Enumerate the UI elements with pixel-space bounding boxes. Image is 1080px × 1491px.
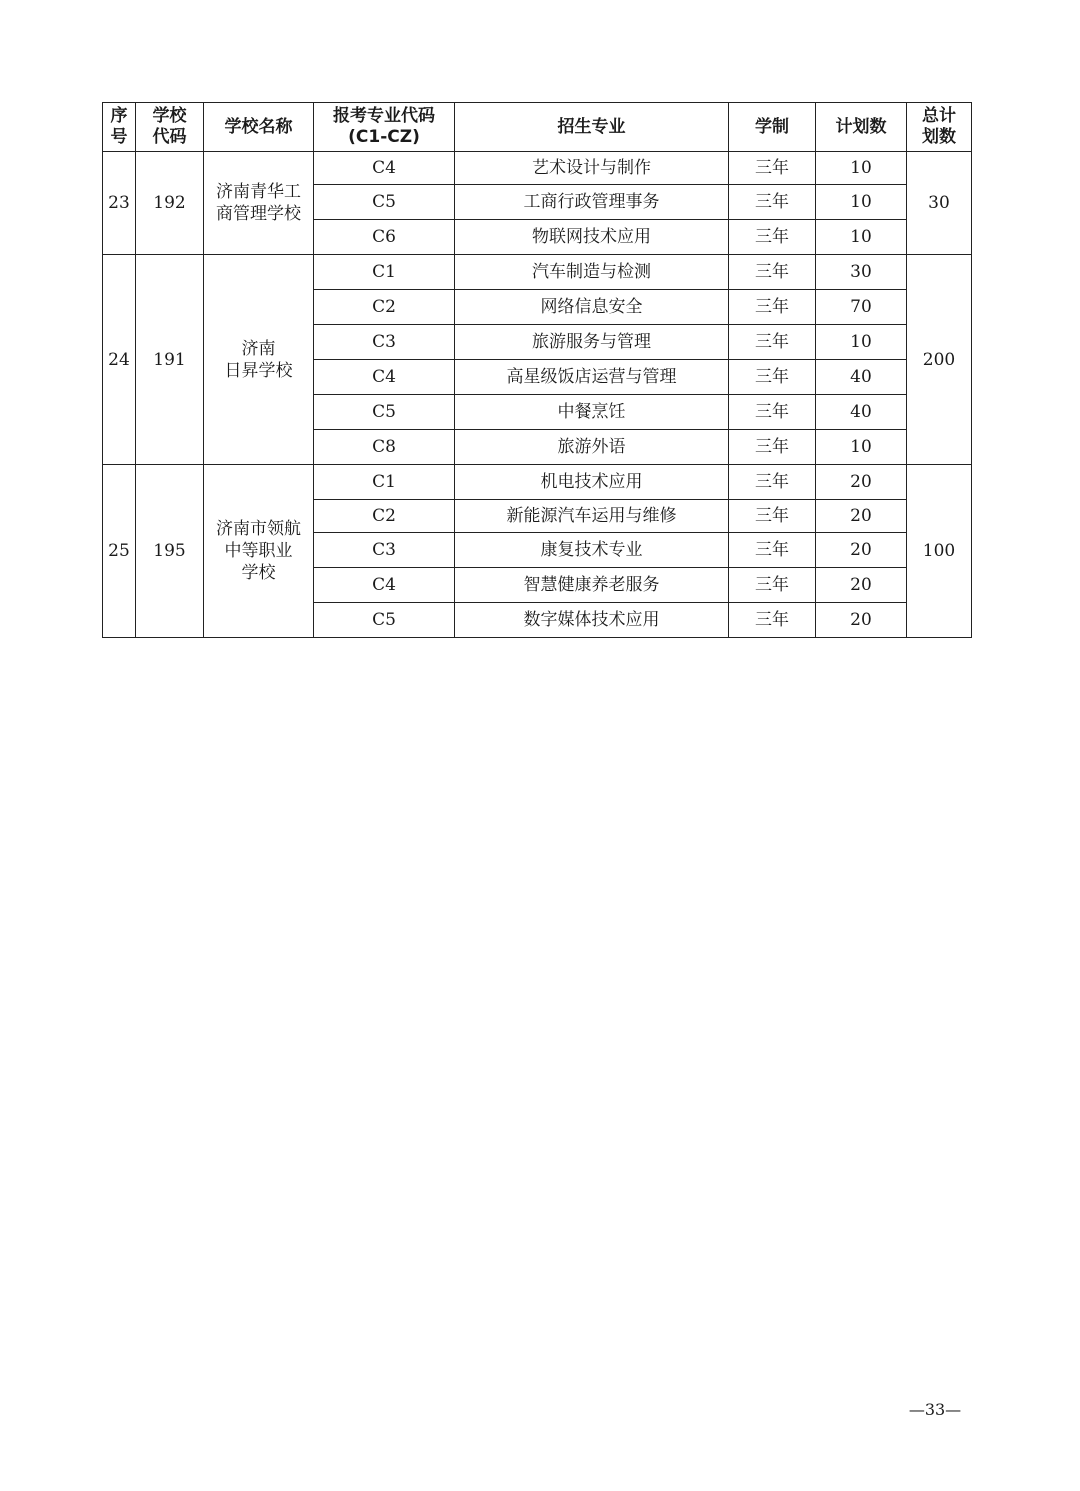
major-code: C8 <box>314 430 455 465</box>
major-duration: 三年 <box>729 360 816 395</box>
major-code: C5 <box>314 185 455 220</box>
major-code: C1 <box>314 255 455 290</box>
major-duration: 三年 <box>729 465 816 500</box>
header-total-line2: 划数 <box>922 127 956 147</box>
major-plan: 20 <box>816 603 907 638</box>
major-code: C4 <box>314 360 455 395</box>
header-school-code <box>136 103 204 152</box>
major-duration: 三年 <box>729 603 816 638</box>
major-code: C3 <box>314 533 455 568</box>
major-plan: 40 <box>816 360 907 395</box>
major-duration: 三年 <box>729 568 816 603</box>
major-code: C5 <box>314 603 455 638</box>
major-duration: 三年 <box>729 152 816 185</box>
school-name-line: 济南市领航 <box>216 519 301 539</box>
major-name: 中餐烹饪 <box>455 395 729 430</box>
school-name <box>204 152 314 255</box>
major-name: 汽车制造与检测 <box>455 255 729 290</box>
page-number: —33— <box>908 1400 962 1419</box>
major-code: C3 <box>314 325 455 360</box>
header-seq-line2: 号 <box>110 127 128 147</box>
major-name: 新能源汽车运用与维修 <box>455 500 729 533</box>
major-code: C2 <box>314 290 455 325</box>
school-name-line: 学校 <box>241 563 276 583</box>
major-name: 艺术设计与制作 <box>455 152 729 185</box>
major-duration: 三年 <box>729 185 816 220</box>
enrollment-table <box>102 102 972 638</box>
major-plan: 10 <box>816 185 907 220</box>
school-name-line: 济南 <box>241 338 276 359</box>
school-name-line: 日昇学校 <box>224 360 293 381</box>
school-name-line: 商管理学校 <box>216 204 301 224</box>
major-plan: 70 <box>816 290 907 325</box>
major-name: 机电技术应用 <box>455 465 729 500</box>
major-name: 工商行政管理事务 <box>455 185 729 220</box>
school-name <box>204 255 314 465</box>
header-major-code-line2: (C1-CZ) <box>348 127 420 147</box>
school-seq: 24 <box>103 255 136 465</box>
major-plan: 10 <box>816 152 907 185</box>
table-row <box>103 255 972 290</box>
school-code: 192 <box>136 152 204 255</box>
table-row <box>103 152 972 185</box>
major-name: 数字媒体技术应用 <box>455 603 729 638</box>
header-row <box>103 103 972 152</box>
table-header <box>103 103 972 152</box>
major-code: C6 <box>314 220 455 255</box>
major-name: 旅游服务与管理 <box>455 325 729 360</box>
header-seq-line1: 序 <box>110 106 128 126</box>
header-major-code-line1: 报考专业代码 <box>333 106 435 126</box>
major-code: C4 <box>314 152 455 185</box>
major-code: C5 <box>314 395 455 430</box>
header-plan: 计划数 <box>816 103 907 152</box>
table-row <box>103 465 972 500</box>
major-duration: 三年 <box>729 220 816 255</box>
header-school-code-line1: 学校 <box>152 106 187 126</box>
major-name: 物联网技术应用 <box>455 220 729 255</box>
major-name: 康复技术专业 <box>455 533 729 568</box>
major-name: 网络信息安全 <box>455 290 729 325</box>
school-code: 191 <box>136 255 204 465</box>
major-duration: 三年 <box>729 255 816 290</box>
major-code: C2 <box>314 500 455 533</box>
header-school-name: 学校名称 <box>204 103 314 152</box>
header-major: 招生专业 <box>455 103 729 152</box>
major-duration: 三年 <box>729 290 816 325</box>
school-name-line: 济南青华工 <box>216 182 301 202</box>
major-plan: 20 <box>816 533 907 568</box>
major-plan: 20 <box>816 465 907 500</box>
major-plan: 40 <box>816 395 907 430</box>
major-plan: 10 <box>816 325 907 360</box>
major-plan: 20 <box>816 500 907 533</box>
school-total: 200 <box>907 255 972 465</box>
school-code: 195 <box>136 465 204 638</box>
header-total <box>907 103 972 152</box>
header-duration: 学制 <box>729 103 816 152</box>
major-duration: 三年 <box>729 533 816 568</box>
major-duration: 三年 <box>729 430 816 465</box>
school-seq: 23 <box>103 152 136 255</box>
header-school-code-line2: 代码 <box>152 127 187 147</box>
major-duration: 三年 <box>729 500 816 533</box>
major-name: 高星级饭店运营与管理 <box>455 360 729 395</box>
school-name <box>204 465 314 638</box>
school-seq: 25 <box>103 465 136 638</box>
header-major-code <box>314 103 455 152</box>
school-name-line: 中等职业 <box>224 541 293 561</box>
table-body <box>103 152 972 638</box>
major-name: 旅游外语 <box>455 430 729 465</box>
header-total-line1: 总计 <box>922 106 956 126</box>
school-total: 30 <box>907 152 972 255</box>
school-total: 100 <box>907 465 972 638</box>
major-plan: 20 <box>816 568 907 603</box>
major-name: 智慧健康养老服务 <box>455 568 729 603</box>
major-code: C4 <box>314 568 455 603</box>
header-seq <box>103 103 136 152</box>
major-duration: 三年 <box>729 395 816 430</box>
major-plan: 10 <box>816 220 907 255</box>
major-code: C1 <box>314 465 455 500</box>
major-plan: 30 <box>816 255 907 290</box>
major-duration: 三年 <box>729 325 816 360</box>
major-plan: 10 <box>816 430 907 465</box>
